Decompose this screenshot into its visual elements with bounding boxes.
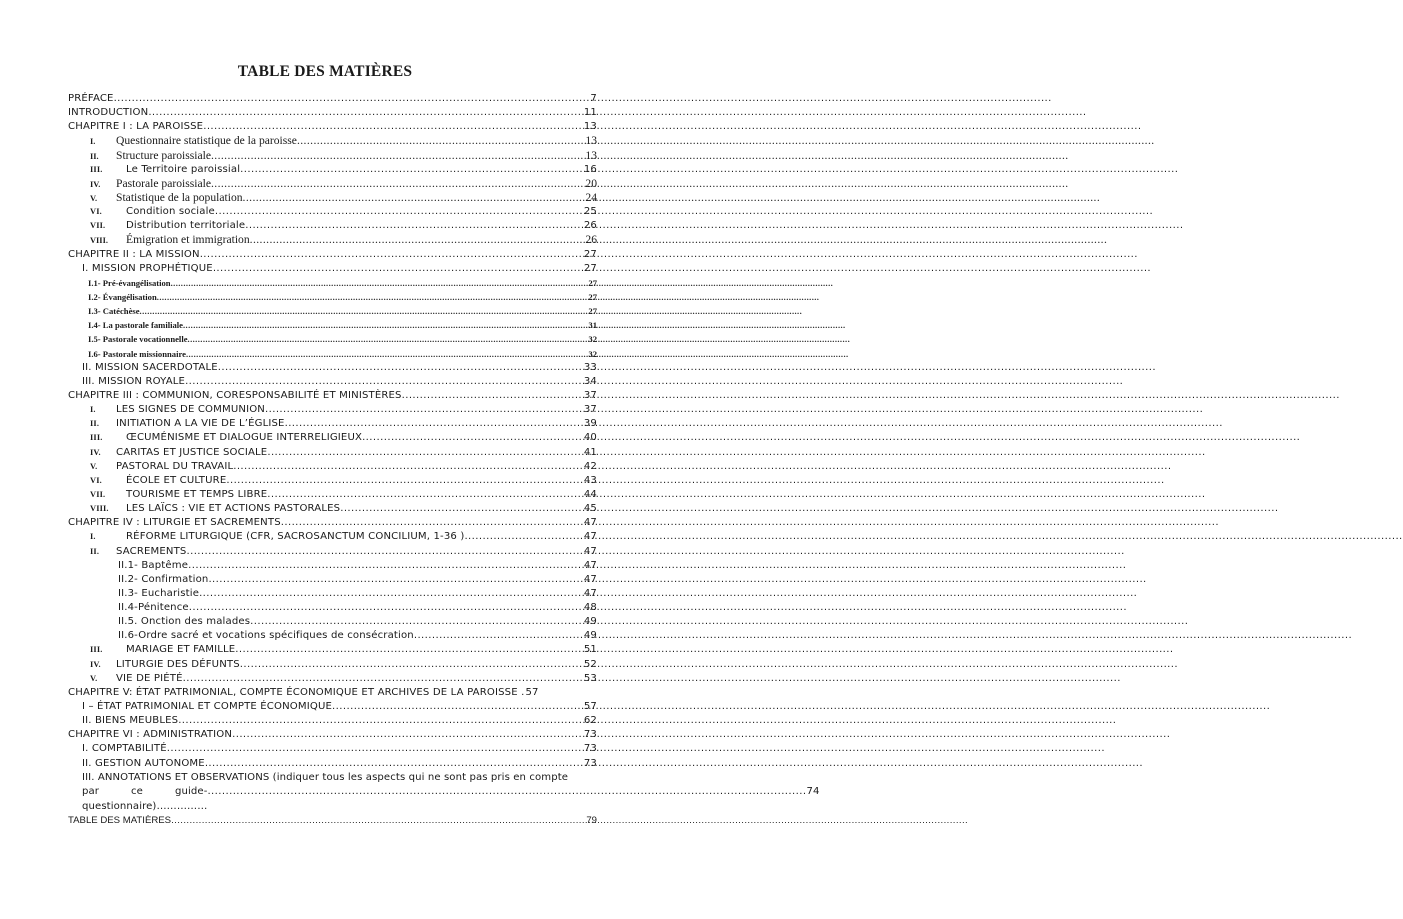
toc-entry[interactable] <box>68 431 597 445</box>
toc-leader-dots <box>186 545 582 559</box>
toc-page-number: 16 <box>583 163 597 175</box>
toc-entry-label-cont: par ce guide-questionnaire)…………… <box>82 786 208 812</box>
toc-entry-label: LES SIGNES DE COMMUNION <box>116 404 265 416</box>
toc-leader-dots <box>232 728 583 742</box>
toc-entry-number: I. <box>90 532 96 542</box>
toc-entry-label: ŒCUMÉNISME ET DIALOGUE INTERRELIGIEUX <box>126 432 363 444</box>
toc-entry[interactable] <box>68 177 597 191</box>
toc-entry-number: II. <box>90 419 100 429</box>
toc-leader-dots <box>267 446 583 460</box>
toc-leader-dots <box>199 587 583 601</box>
toc-leader-dots <box>205 757 583 771</box>
toc-page-number: 52 <box>583 658 597 670</box>
toc-leader-dots <box>240 658 583 672</box>
toc-leader-dots <box>340 502 583 516</box>
toc-leader-dots <box>243 191 585 205</box>
toc-leader-dots <box>188 559 583 573</box>
toc-leader-dots <box>114 92 590 106</box>
toc-page-number: 47 <box>583 545 597 557</box>
toc-entry-label: CHAPITRE V: ÉTAT PATRIMONIAL, COMPTE ÉCONOMIQUE ET ARCHIVES DE LA PAROISSE . <box>68 686 525 698</box>
toc-leader-dots <box>183 318 587 332</box>
toc-entry-label: Pastorale paroissiale <box>116 176 211 190</box>
toc-entry-label: INITIATION A LA VIE DE L’ÉGLISE <box>116 418 285 430</box>
toc-leader-dots <box>183 672 583 686</box>
toc-page-number: 11 <box>583 107 597 119</box>
toc-entry[interactable] <box>68 559 597 573</box>
toc-leader-dots <box>250 233 585 247</box>
toc-page-number: 27 <box>583 248 597 260</box>
toc-entry-table-des-matieres[interactable] <box>68 814 597 828</box>
toc-entry[interactable] <box>68 347 597 361</box>
toc-entry-label: MARIAGE ET FAMILLE <box>126 644 236 656</box>
toc-entry[interactable] <box>68 375 597 389</box>
toc-entry-number: VI. <box>90 207 102 217</box>
toc-leader-dots <box>167 742 583 756</box>
toc-entry[interactable] <box>68 389 597 403</box>
toc-entry[interactable] <box>68 205 597 219</box>
toc-leader-dots <box>178 714 583 728</box>
toc-page-number: 26 <box>585 233 597 247</box>
toc-entry[interactable] <box>68 446 597 460</box>
toc-entry-label: II.6-Ordre sacré et vocations spécifiques de consécration <box>118 630 414 642</box>
toc-entry-label: CARITAS ET JUSTICE SOCIALE <box>116 446 268 458</box>
toc-page-number: 32 <box>588 334 597 345</box>
toc-entry-label: CHAPITRE II : LA MISSION <box>68 248 200 260</box>
toc-entry-number: VIII. <box>90 504 109 514</box>
toc-entry-label: Condition sociale <box>126 206 215 218</box>
toc-entry-label: I.6- Pastorale missionnaire <box>88 348 186 359</box>
toc-entry[interactable] <box>68 332 597 346</box>
toc-entry[interactable] <box>68 318 597 332</box>
toc-entry[interactable] <box>68 700 597 714</box>
toc-entry-label: CHAPITRE III : COMMUNION, CORESPONSABILITÉ ET MINISTÈRES <box>68 389 402 401</box>
toc-page-number: 79 <box>586 814 597 826</box>
toc-entry-label: ÉCOLE ET CULTURE <box>126 474 227 486</box>
toc-entry[interactable] <box>68 742 597 756</box>
toc-entry-label: I – ÉTAT PATRIMONIAL ET COMPTE ÉCONOMIQUE <box>82 701 333 713</box>
toc-leader-dots <box>281 516 583 530</box>
toc-leader-dots <box>414 629 583 643</box>
toc-entry-label: Questionnaire statistique de la paroisse <box>116 134 297 148</box>
toc-entry-label: Émigration et immigration <box>126 233 250 247</box>
toc-page-number: 7 <box>590 93 597 104</box>
toc-entry[interactable] <box>68 643 597 657</box>
toc-entry[interactable] <box>68 728 597 742</box>
toc-leader-dots <box>245 219 583 233</box>
toc-entry-label: II.1- Baptême <box>118 559 189 571</box>
toc-entry[interactable] <box>68 163 597 177</box>
toc-leader-dots <box>233 460 583 474</box>
toc-page-number: 32 <box>588 348 597 359</box>
toc-entry-label: I. MISSION PROPHÉTIQUE <box>82 262 213 274</box>
toc-leader-dots <box>265 403 583 417</box>
toc-leader-dots <box>185 375 583 389</box>
toc-page-number: 13 <box>583 121 597 133</box>
toc-entry-label: LES LAÏCS : VIE ET ACTIONS PASTORALES <box>126 503 341 515</box>
toc-page-number: 25 <box>583 206 597 218</box>
toc-entry-number: II. <box>90 546 100 556</box>
toc-entry-number: V. <box>90 673 98 683</box>
toc-page-number: 33 <box>583 361 597 373</box>
toc-page-number: 47 <box>583 587 597 599</box>
toc-entry-number: IV. <box>90 659 101 669</box>
toc-leader-dots <box>148 106 583 120</box>
toc-leader-dots <box>207 785 806 814</box>
toc-leader-dots <box>215 205 583 219</box>
toc-entry-label: II.5. Onction des malades <box>118 616 251 628</box>
toc-page-number: 48 <box>583 602 597 614</box>
toc-page-number: 42 <box>583 460 597 472</box>
toc-page-number: 73 <box>583 743 597 755</box>
toc-entry[interactable] <box>68 191 597 205</box>
toc-page-number: 47 <box>583 559 597 571</box>
toc-entry[interactable] <box>68 601 597 615</box>
toc-entry-label: III. ANNOTATIONS ET OBSERVATIONS (indiquer tous les aspects qui ne sont pas pris en compte <box>82 771 569 783</box>
toc-leader-dots <box>285 417 583 431</box>
toc-leader-dots <box>211 177 584 191</box>
toc-entry-label: II. BIENS MEUBLES <box>82 715 179 727</box>
toc-page-number: 73 <box>583 757 597 769</box>
toc-entry-number: III. <box>90 433 103 443</box>
toc-page-number: 27 <box>588 306 597 317</box>
toc-page-number: 34 <box>583 375 597 387</box>
toc-leader-dots <box>226 474 582 488</box>
toc-entry-label: CHAPITRE I : LA PAROISSE <box>68 121 204 133</box>
toc-page-number: 57 <box>525 686 539 698</box>
toc-page-number: 39 <box>583 418 597 430</box>
toc-leader-dots <box>267 488 583 502</box>
toc-entry-number: I. <box>90 137 96 147</box>
toc-entry-number: II. <box>90 151 99 161</box>
toc-entry[interactable] <box>68 686 597 700</box>
toc-page-number: 47 <box>583 517 597 529</box>
toc-entry[interactable] <box>68 106 597 120</box>
toc-entry-label: II. MISSION SACERDOTALE <box>82 361 218 373</box>
toc-entry-label: SACREMENTS <box>116 545 187 557</box>
toc-entry-label: I.3- Catéchèse <box>88 306 140 317</box>
toc-leader-dots <box>189 601 583 615</box>
toc-leader-dots <box>235 643 583 657</box>
toc-entry[interactable] <box>68 545 597 559</box>
toc-entry-number: V. <box>90 461 98 471</box>
toc-leader-dots <box>203 120 583 134</box>
toc-leader-dots <box>211 149 584 163</box>
toc-entry[interactable] <box>68 219 597 233</box>
toc-entry[interactable] <box>68 262 597 276</box>
toc-entry[interactable] <box>68 361 597 375</box>
toc-leader-dots <box>297 134 584 148</box>
toc-leader-dots <box>200 248 583 262</box>
toc-page-number: 43 <box>583 474 597 486</box>
toc-entry[interactable] <box>68 672 597 686</box>
toc-entry-label: I.2- Évangélisation <box>88 291 157 302</box>
toc-entry-label: Structure paroissiale <box>116 148 211 162</box>
toc-page-number: 13 <box>585 134 597 148</box>
toc-leader-dots <box>362 431 583 445</box>
toc-page-number: 41 <box>583 446 597 458</box>
toc-page-number: 51 <box>583 644 597 656</box>
toc-leader-dots <box>250 615 583 629</box>
toc-page-number: 26 <box>583 220 597 232</box>
toc-leader-dots <box>140 304 588 318</box>
toc-entry-annotations[interactable] <box>68 771 820 814</box>
toc-entry[interactable] <box>68 134 597 148</box>
toc-entry-number: I. <box>90 405 96 415</box>
toc-entry-label: RÉFORME LITURGIQUE (CFR, SACROSANCTUM CONCILIUM, 1-36 ) <box>126 531 465 543</box>
table-of-contents <box>68 92 820 828</box>
toc-page-number: 57 <box>583 701 597 713</box>
toc-entry-label: LITURGIE DES DÉFUNTS <box>116 658 240 670</box>
toc-page-number: 20 <box>585 176 597 190</box>
toc-entry-label: I.1- Pré-évangélisation <box>88 277 171 288</box>
toc-leader-dots <box>157 290 588 304</box>
toc-entry-label: Distribution territoriale <box>126 220 246 232</box>
toc-entry-number: IV. <box>90 447 101 457</box>
toc-leader-dots <box>332 700 583 714</box>
toc-leader-dots <box>188 332 588 346</box>
toc-entry-label: III. MISSION ROYALE <box>82 375 186 387</box>
toc-entry[interactable] <box>68 474 597 488</box>
toc-entry[interactable] <box>68 530 597 544</box>
toc-entry-number: IV. <box>90 179 101 189</box>
toc-entry[interactable] <box>68 92 597 106</box>
toc-page-number: 27 <box>583 262 597 274</box>
toc-leader-dots <box>208 573 582 587</box>
toc-entry[interactable] <box>68 502 597 516</box>
toc-leader-dots <box>171 814 585 828</box>
toc-page-number: 40 <box>583 432 597 444</box>
toc-entry[interactable] <box>68 248 597 262</box>
toc-page-number: 53 <box>583 672 597 684</box>
toc-entry-label: I.5- Pastorale vocationnelle <box>88 334 188 345</box>
toc-entry[interactable] <box>68 460 597 474</box>
toc-page-number: 47 <box>583 531 597 543</box>
toc-page-number: 31 <box>588 320 597 331</box>
toc-entry[interactable] <box>68 714 597 728</box>
toc-entry-number: III. <box>90 164 103 174</box>
toc-entry-label: PRÉFACE <box>68 93 114 104</box>
toc-entry-number: VI. <box>90 475 102 485</box>
toc-entry-label: VIE DE PIÉTÉ <box>116 672 183 684</box>
toc-entry[interactable] <box>68 290 597 304</box>
toc-page-number: 27 <box>588 291 597 302</box>
toc-entry-label: TABLE DES MATIÈRES <box>68 814 172 826</box>
toc-entry-label: Le Territoire paroissial <box>126 163 241 175</box>
toc-leader-dots <box>240 163 583 177</box>
toc-page-number: 62 <box>583 715 597 727</box>
toc-entry[interactable] <box>68 658 597 672</box>
toc-leader-dots <box>186 347 587 361</box>
toc-page-number: 47 <box>583 573 597 585</box>
toc-leader-dots <box>402 389 583 403</box>
toc-entry-number: III. <box>90 645 103 655</box>
toc-entry-label: Statistique de la population <box>116 190 243 204</box>
toc-entry-label: I.4- La pastorale familiale <box>88 320 183 331</box>
toc-leader-dots <box>171 276 588 290</box>
toc-entry-label: II. GESTION AUTONOME <box>82 757 205 769</box>
toc-page-number: 49 <box>583 616 597 628</box>
toc-entry-number: V. <box>90 193 98 203</box>
toc-entry[interactable] <box>68 276 597 290</box>
toc-entry-label: TOURISME ET TEMPS LIBRE <box>126 488 268 500</box>
toc-entry[interactable] <box>68 488 597 502</box>
toc-entry[interactable] <box>68 120 597 134</box>
toc-entry[interactable] <box>68 304 597 318</box>
toc-entry-number: VII. <box>90 221 106 231</box>
toc-leader-dots <box>464 530 582 544</box>
toc-page-number: 73 <box>583 729 597 741</box>
toc-page-number: 37 <box>583 389 597 401</box>
toc-page-number: 13 <box>585 148 597 162</box>
page-title: TABLE DES MATIÈRES <box>237 63 413 80</box>
toc-leader-dots <box>218 361 583 375</box>
toc-entry-label: II.2- Confirmation <box>118 573 209 585</box>
toc-entry[interactable] <box>68 417 597 431</box>
toc-page-number: 27 <box>588 277 597 288</box>
toc-entry-label: INTRODUCTION <box>68 107 149 119</box>
toc-entry[interactable] <box>68 615 597 629</box>
toc-page-number: 44 <box>583 488 597 500</box>
toc-page-number: 49 <box>583 630 597 642</box>
toc-entry[interactable] <box>68 403 597 417</box>
toc-entry-label: II.3- Eucharistie <box>118 587 200 599</box>
toc-entry-number: VIII. <box>90 236 108 246</box>
toc-entry-number: VII. <box>90 489 106 499</box>
toc-entry[interactable] <box>68 587 597 601</box>
toc-entry[interactable] <box>68 629 597 643</box>
toc-entry[interactable] <box>68 516 597 530</box>
toc-entry-label: II.4-Pénitence <box>118 602 189 614</box>
toc-entry[interactable] <box>68 757 597 771</box>
toc-entry[interactable] <box>68 573 597 587</box>
toc-page-number: 45 <box>583 503 597 515</box>
toc-entry[interactable] <box>68 149 597 163</box>
toc-leader-dots <box>213 262 583 276</box>
toc-entry-label: CHAPITRE VI : ADMINISTRATION <box>68 729 233 741</box>
toc-entry-label: CHAPITRE IV : LITURGIE ET SACREMENTS <box>68 517 281 529</box>
toc-entry-label: PASTORAL DU TRAVAIL <box>116 460 234 472</box>
toc-page-number: 37 <box>583 404 597 416</box>
toc-page-number: 24 <box>585 190 597 204</box>
toc-entry-label: I. COMPTABILITÉ <box>82 743 167 755</box>
toc-entry[interactable] <box>68 233 597 247</box>
toc-page-number: 74 <box>806 786 820 798</box>
